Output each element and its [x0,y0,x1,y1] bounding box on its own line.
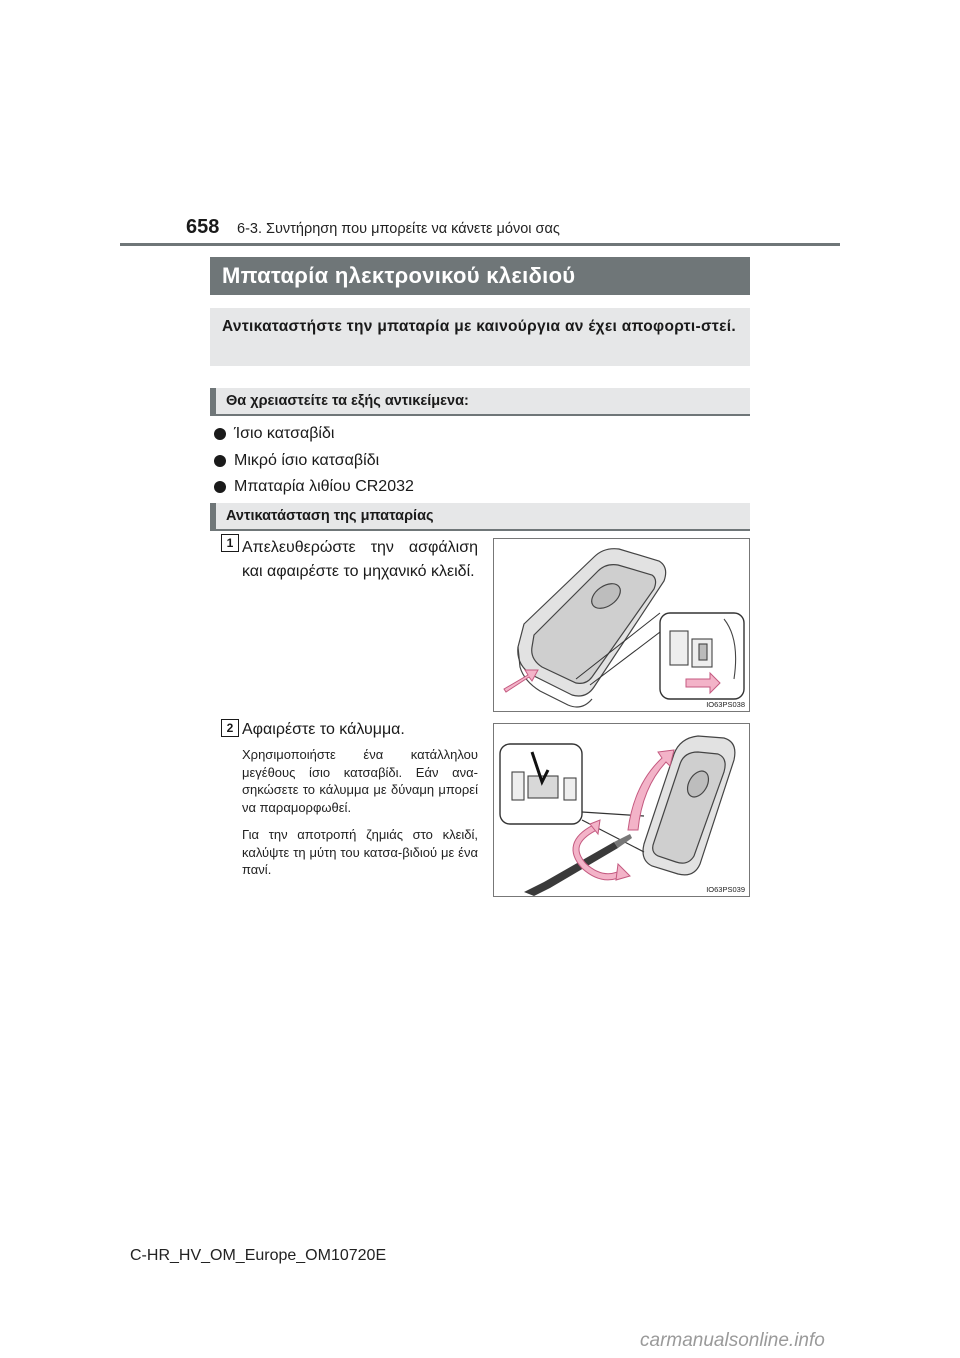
replace-heading: Αντικατάσταση της μπαταρίας [210,503,750,529]
header-rule [120,243,840,246]
step-text: Απελευθερώστε την ασφάλιση και αφαιρέστε το μηχανικό κλειδί. [242,539,478,580]
list-item [214,448,414,475]
step-number: 1 [221,534,239,552]
figure-remove-cover [493,723,750,897]
bullet-icon [214,455,226,467]
list-item-label: Μπαταρία λιθίου CR2032 [234,478,414,496]
intro-box: Αντικαταστήστε την μπαταρία με καινούργια αν έχει αποφορτι-στεί. [210,308,750,366]
document-code: C-HR_HV_OM_Europe_OM10720E [130,1247,387,1264]
page-number: 658 [186,216,220,238]
cover-removal-illustration [494,724,749,896]
figure-code: IO63PS038 [706,700,745,709]
needed-items-list [214,421,414,501]
bullet-icon [214,428,226,440]
step-number: 2 [221,719,239,737]
watermark: carmanualsonline.info [640,1330,825,1351]
list-item-label: Ίσιο κατσαβίδι [234,425,335,443]
step-note: Χρησιμοποιήστε ένα κατάλληλου μεγέθους ίσιο κατσαβίδι. Εάν ανα-σηκώσετε το κάλυμμα με δύναμη μπορεί να παραμορφωθεί. [242,747,478,815]
chapter-title: 6-3. Συντήρηση που μπορείτε να κάνετε μόνοι σας [237,221,560,237]
needed-items-heading: Θα χρειαστείτε τα εξής αντικείμενα: [210,388,750,414]
bullet-icon [214,481,226,493]
step-text: Αφαιρέστε το κάλυμμα. [242,721,405,738]
key-fob-illustration [494,539,749,711]
step-note: Για την αποτροπή ζημιάς στο κλειδί, καλύψτε τη μύτη του κατσα-βιδιού με ένα πανί. [242,827,478,877]
figure-release-key [493,538,750,712]
figure-code: IO63PS039 [706,885,745,894]
list-item-label: Μικρό ίσιο κατσαβίδι [234,451,380,469]
page-title: Μπαταρία ηλεκτρονικού κλειδιού [210,257,750,295]
list-item [214,421,414,448]
list-item [214,474,414,501]
